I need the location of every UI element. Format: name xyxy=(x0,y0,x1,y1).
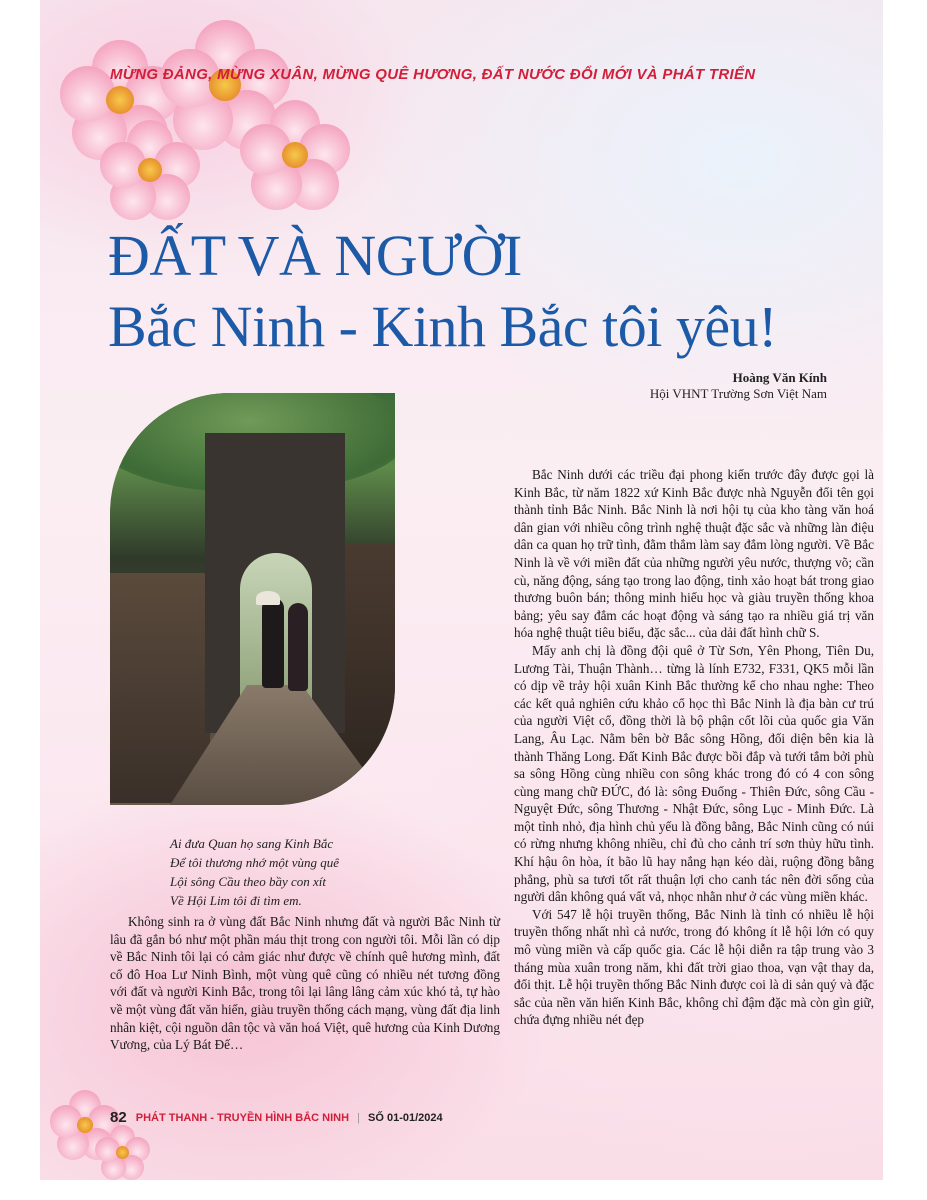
cherry-blossom-icon xyxy=(95,1125,150,1180)
poem-line: Để tôi thương nhớ một vùng quê xyxy=(170,855,339,870)
paragraph: Mấy anh chị là đồng đội quê ở Từ Sơn, Yên Phong, Tiên Du, Lương Tài, Thuận Thành… từng là lính E732, F331, QK5 mỗi lần có dịp về trảy hội xuân Kinh Bắc thường kể cho nhau nghe: Theo các kết quả nghiên cứu khảo cổ học thì Bắc Ninh là địa bàn cư trú của người Việt cổ, đồng thời là bộ phận cốt lõi của quốc gia Văn Lang, Âu Lạc. Nằm bên bờ Bắc sông Hồng, đối diện bên kia là thành Thăng Long. Đất Kinh Bắc được bồi đắp và tưới tắm bởi phù sa sông Hồng cùng nhiều con sông khác trong đó có 4 con sông cùng mang chữ ĐỨC, đó là: sông Đuống - Thiên Đức, sông Cầu - Nguyệt Đức, sông Thương - Nhật Đức, sông Lục - Minh Đức. Là một tỉnh nhỏ, địa hình chủ yếu là đồng bằng, Bắc Ninh cũng có núi có rừng nhưng không nhiều, chỉ đủ cho cảnh trí sơn thủy hữu tình. Khí hậu ôn hòa, ít bão lũ hay nắng hạn kéo dài, ruộng đồng bằng phẳng, phù sa tươi tốt rất thuận lợi cho canh tác nên đời sống của người dân không quá vất vả, nhọc nhằn như ở các vùng miền khác. xyxy=(514,642,874,905)
header-slogan: MỪNG ĐẢNG, MỪNG XUÂN, MỪNG QUÊ HƯƠNG, ĐẤT NƯỚC ĐỔI MỚI VÀ PHÁT TRIỂN xyxy=(110,66,756,83)
footer-separator: | xyxy=(357,1112,360,1125)
article-title-line2: Bắc Ninh - Kinh Bắc tôi yêu! xyxy=(108,294,777,359)
page-number: 82 xyxy=(110,1109,127,1127)
author-affiliation: Hội VHNT Trường Sơn Việt Nam xyxy=(649,386,827,401)
poem xyxy=(170,834,339,910)
cherry-blossom-icon xyxy=(240,100,350,210)
magazine-page xyxy=(40,0,883,1180)
magazine-name: PHÁT THANH - TRUYỀN HÌNH BẮC NINH xyxy=(135,1112,350,1125)
page-footer xyxy=(110,1108,443,1128)
author-block xyxy=(650,370,827,402)
article-photo xyxy=(110,393,395,805)
paragraph: Bắc Ninh dưới các triều đại phong kiến trước đây được gọi là Kinh Bắc, từ năm 1822 xứ Kinh Bắc được nhà Nguyễn đổi tên gọi thành tỉnh Bắc Ninh. Bắc Ninh là nơi hội tụ của kho tàng văn hoá dân gian với nhiều công trình nghệ thuật đặc sắc và những làn điệu dân ca quan họ trữ tình, đằm thắm làm say đắm lòng người. Về Bắc Ninh là về với miền đất của những người yêu nước, thượng võ; cần cù, năng động, sáng tạo trong lao động, tinh xảo hoạt bát trong giao thương buôn bán; thông minh hiếu học và giàu truyền thống khoa bảng; yêu say đắm các hoạt động và sáng tạo ra nhiều giá trị văn hóa nghệ thuật tiêu biểu, đặc sắc... của dải đất hình chữ S. xyxy=(514,467,874,641)
left-column xyxy=(110,913,500,1054)
issue-number: SỐ 01-01/2024 xyxy=(368,1112,443,1125)
article-title-line1: ĐẤT VÀ NGƯỜI xyxy=(108,223,522,288)
paragraph: Không sinh ra ở vùng đất Bắc Ninh nhưng đất và người Bắc Ninh từ lâu đã gắn bó như một phần máu thịt trong con người tôi. Mỗi lần có dịp về Bắc Ninh tôi lại có cảm giác như được về chính quê hương mình, đất cố đô Hoa Lư Ninh Bình, một vùng quê cũng có nhiều nét tương đồng với đất và người Kinh Bắc, trong tôi lại lâng lâng cảm xúc khó tả, tự hào về một vùng đất văn hiến, giàu truyền thống cách mạng, vùng đất địa linh nhân kiệt, cội nguồn dân tộc và văn hoá Việt, quê hương của Kinh Dương Vương, của Lý Bát Đế… xyxy=(110,914,500,1053)
poem-line: Về Hội Lim tôi đi tìm em. xyxy=(170,893,302,908)
paragraph: Với 547 lễ hội truyền thống, Bắc Ninh là tỉnh có nhiều lễ hội truyền thống nhất nhì cả nước, trong đó không ít lễ hội lớn có quy mô vùng miền và cấp quốc gia. Các lễ hội diễn ra tập trung vào 3 tháng mùa xuân trong năm, khi đất trời giao thoa, vạn vật thay da, đổi thịt. Lễ hội truyền thống Bắc Ninh được coi là di sản quý và đặc sắc của nền văn hiến Kinh Bắc, không chỉ đậm đặc mà còn gìn giữ, chứa đựng nhiều nét đẹp xyxy=(514,906,874,1028)
poem-line: Ai đưa Quan họ sang Kinh Bắc xyxy=(170,836,334,851)
poem-line: Lội sông Cầu theo bầy con xít xyxy=(170,874,326,889)
author-name: Hoàng Văn Kính xyxy=(732,370,827,385)
right-column xyxy=(514,466,874,1029)
cherry-blossom-icon xyxy=(100,120,200,220)
